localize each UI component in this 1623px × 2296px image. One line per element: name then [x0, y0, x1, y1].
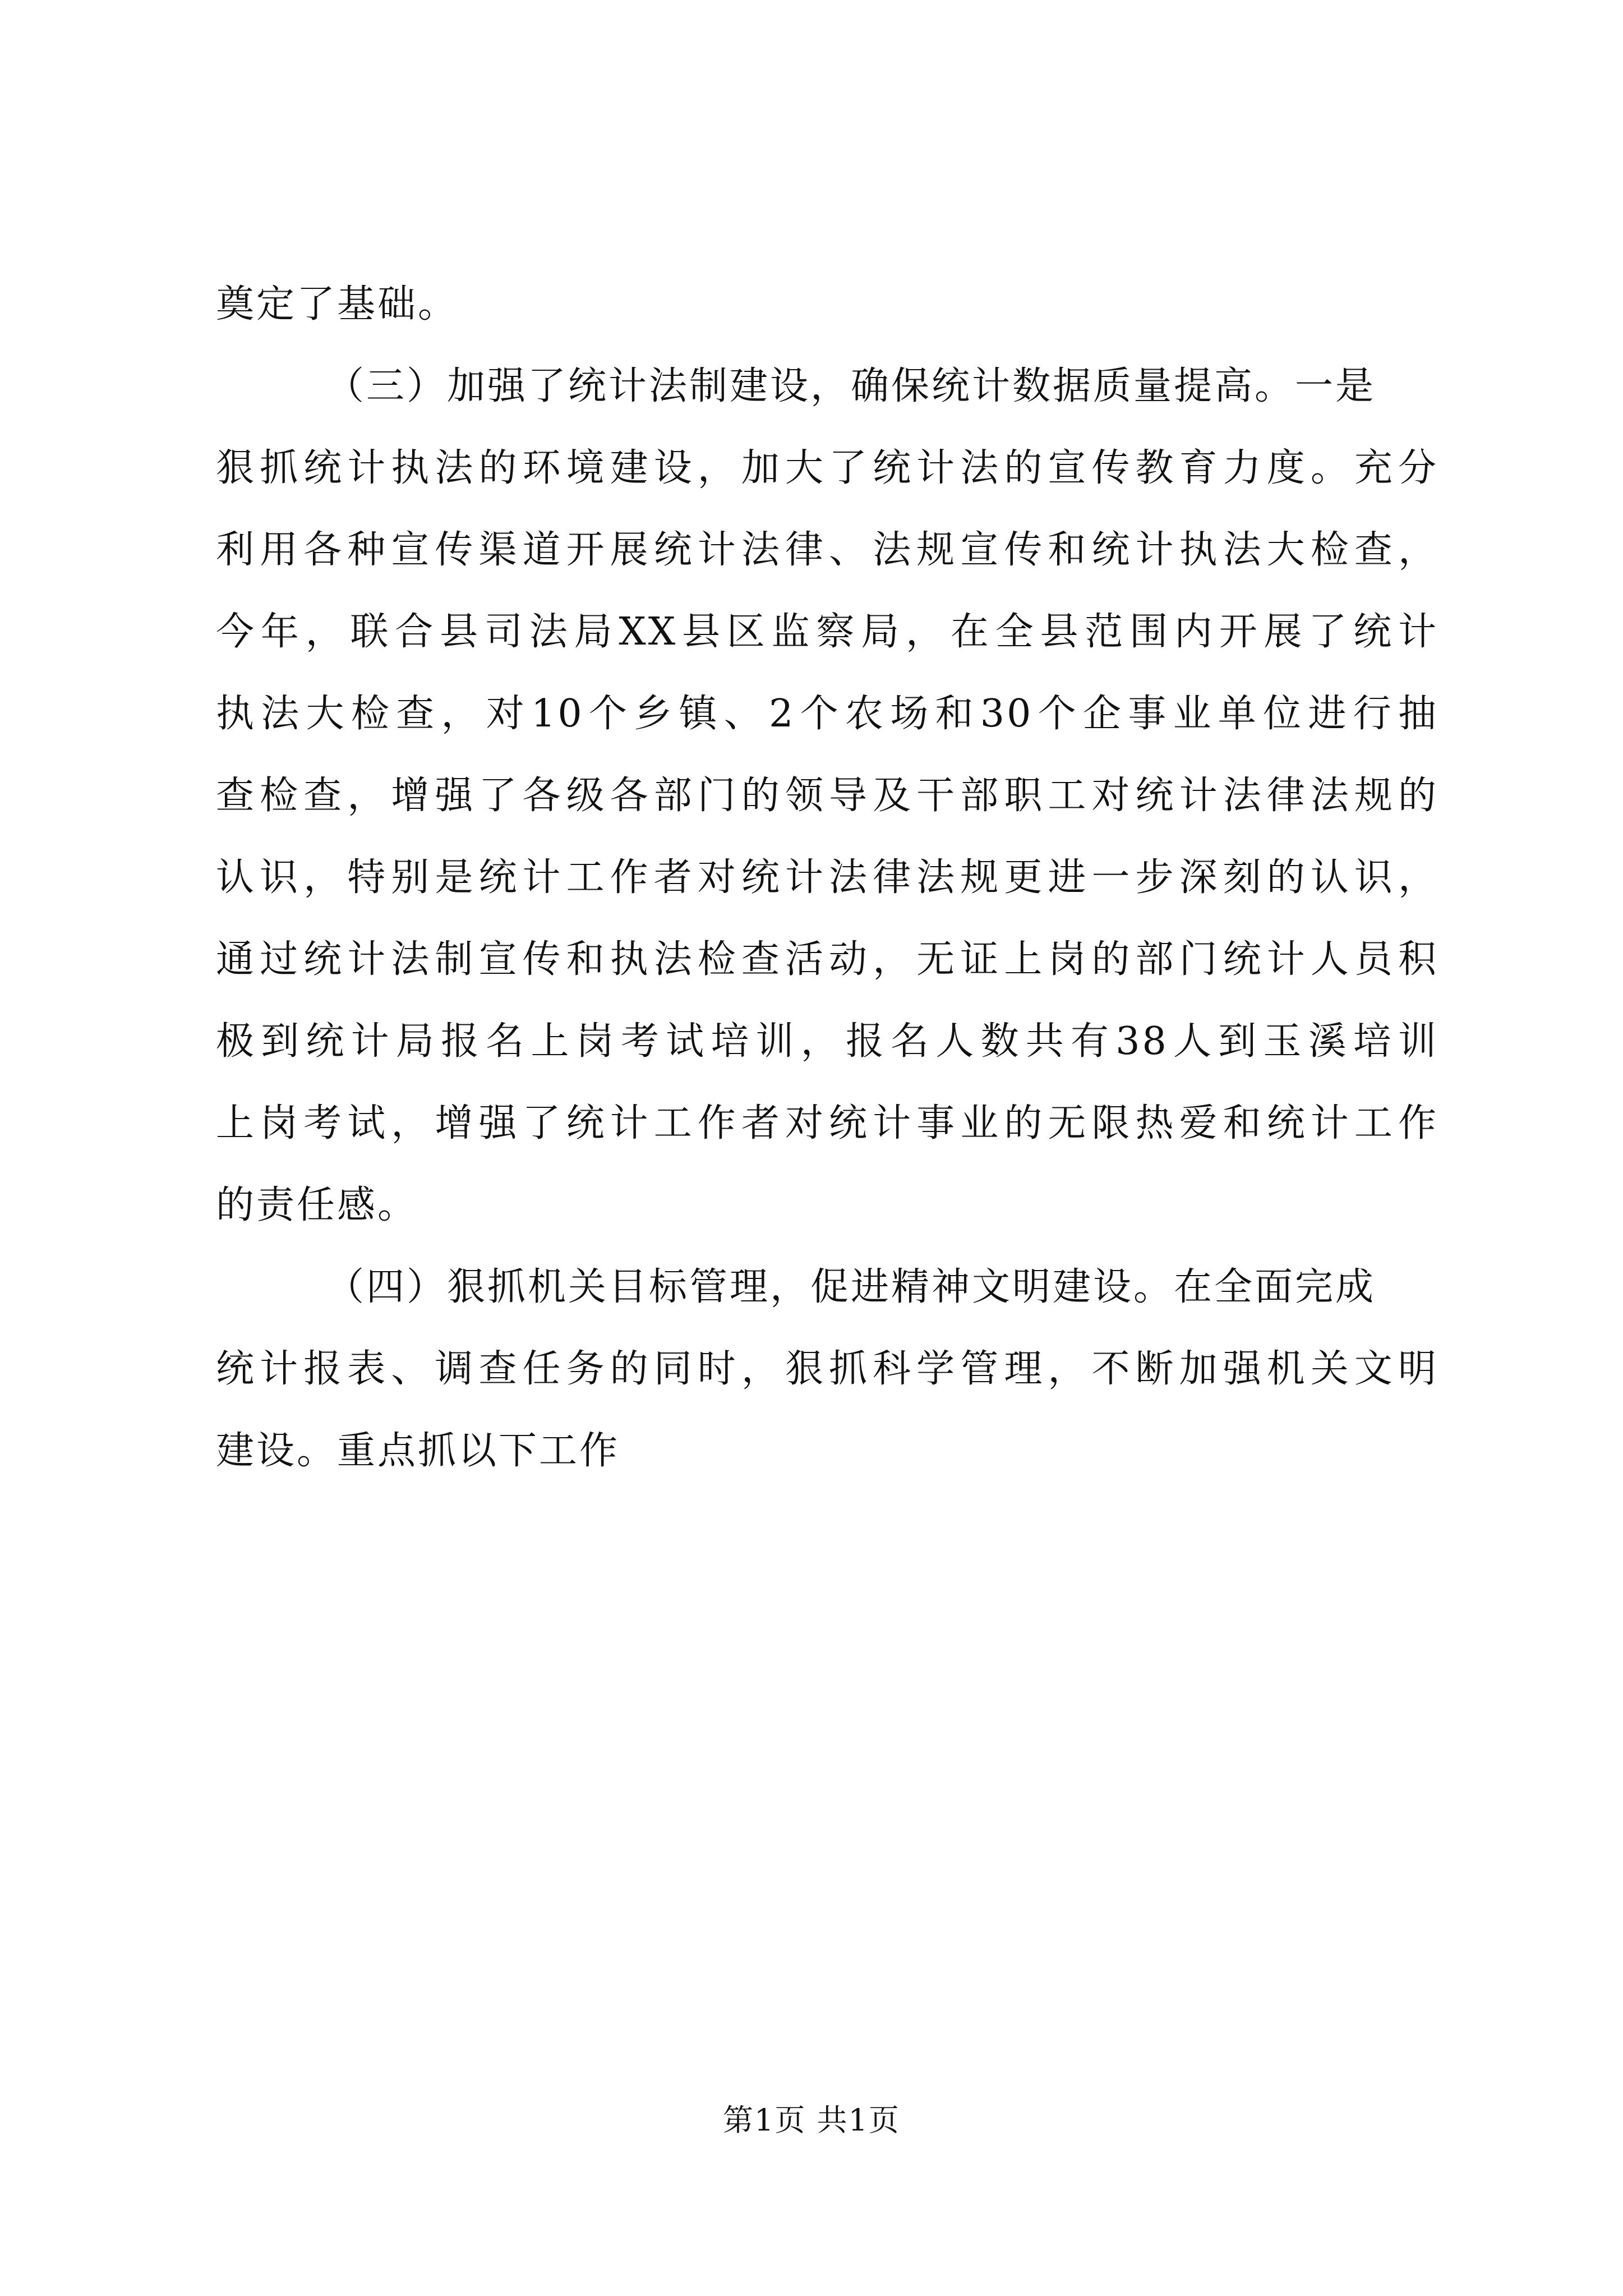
text-line: 今年，联合县司法局XX县区监察局，在全县范围内开展了统计 [216, 610, 1438, 654]
text-line: 极到统计局报名上岗考试培训，报名人数共有38人到玉溪培训 [216, 1019, 1438, 1064]
text-line: 执法大检查，对10个乡镇、2个农场和30个企事业单位进行抽 [216, 692, 1438, 736]
text-line: 狠抓统计执法的环境建设，加大了统计法的宣传教育力度。充分 [216, 446, 1438, 490]
paragraph-four-heading-line: （四）狠抓机关目标管理，促进精神文明建设。在全面完成 [326, 1265, 1376, 1309]
text-line: 通过统计法制宣传和执法检查活动，无证上岗的部门统计人员积 [216, 937, 1438, 982]
text-line: 查检查，增强了各级各部门的领导及干部职工对统计法律法规的 [216, 774, 1438, 818]
text-line: 上岗考试，增强了统计工作者对统计事业的无限热爱和统计工作 [216, 1101, 1438, 1145]
text-line: 统计报表、调查任务的同时，狠抓科学管理，不断加强机关文明 [216, 1347, 1438, 1391]
text-line: 利用各种宣传渠道开展统计法律、法规宣传和统计执法大检查， [216, 528, 1438, 572]
text-line: 奠定了基础。 [216, 282, 459, 326]
text-line: 的责任感。 [216, 1183, 418, 1227]
text-line: 建设。重点抓以下工作 [216, 1429, 620, 1473]
document-body [216, 264, 1438, 1492]
text-line: 认识，特别是统计工作者对统计法律法规更进一步深刻的认识， [216, 855, 1438, 900]
paragraph-three-heading-line: （三）加强了统计法制建设，确保统计数据质量提高。一是 [326, 364, 1376, 408]
page-footer: 第1页 共1页 [723, 2102, 900, 2138]
